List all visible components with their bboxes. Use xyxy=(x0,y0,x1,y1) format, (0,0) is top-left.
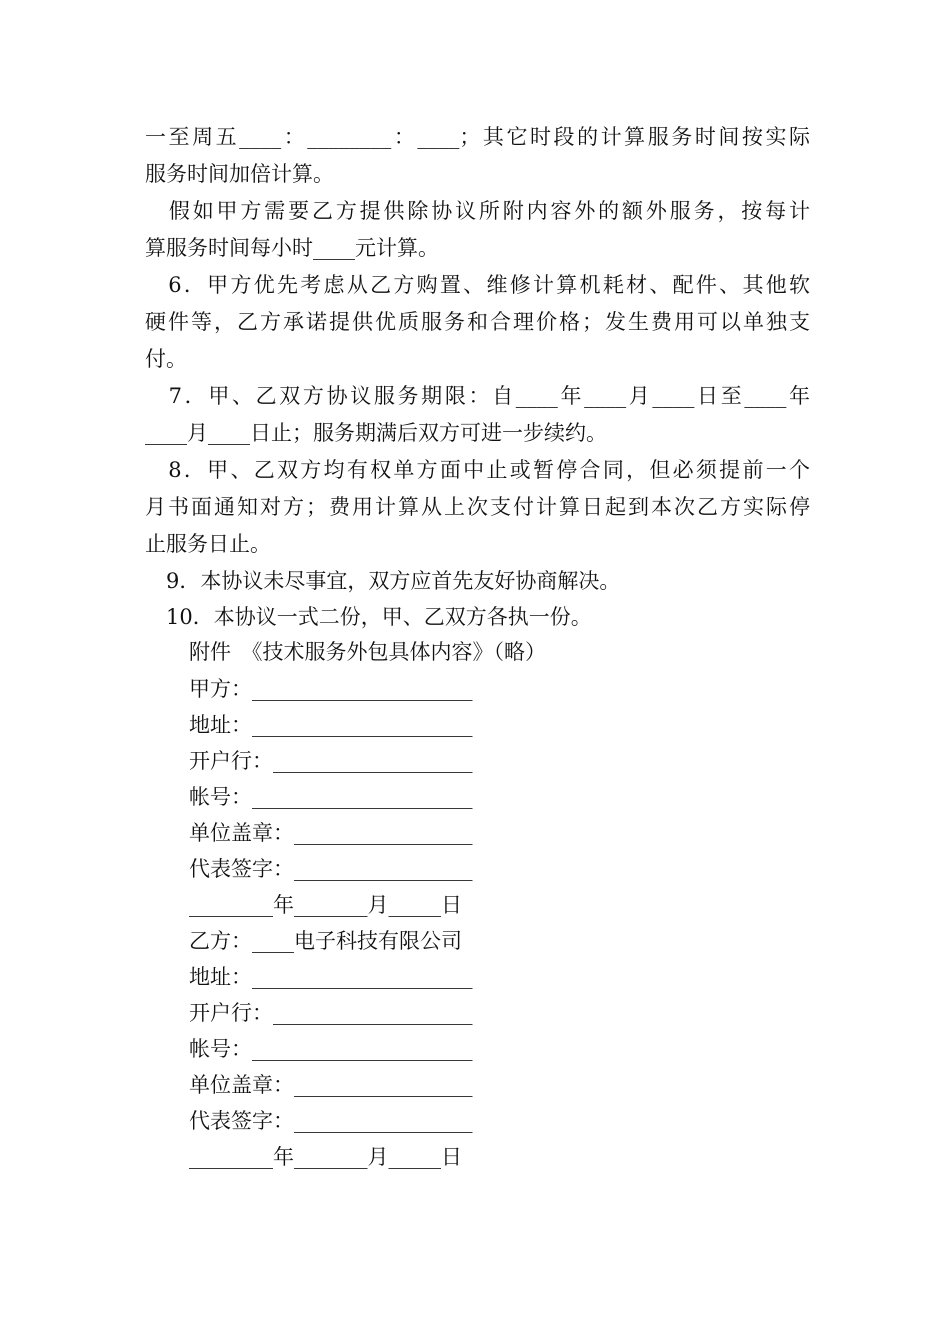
party-b-account-field: 帐号：_____________________ xyxy=(189,1037,473,1061)
party-b-seal-field: 单位盖章：_________________ xyxy=(189,1073,473,1097)
party-b-bank-field: 开户行：___________________ xyxy=(189,1001,473,1025)
party-a-address-field: 地址：_____________________ xyxy=(189,713,473,737)
clause-8-line-2: 月书面通知对方；费用计算从上次支付计算日起到本次乙方实际停 xyxy=(145,495,810,519)
party-a-bank-field: 开户行：___________________ xyxy=(189,749,473,773)
party-a-date-field: ________年_______月_____日 xyxy=(189,893,462,917)
paragraph-extra-service-line-2: 算服务时间每小时____元计算。 xyxy=(145,236,439,260)
party-b-address-field: 地址：_____________________ xyxy=(189,965,473,989)
paragraph-service-hours-line-2: 服务时间加倍计算。 xyxy=(145,162,334,186)
clause-10: 10．本协议一式二份，甲、乙双方各执一份。 xyxy=(145,605,592,629)
paragraph-extra-service-line-1: 假如甲方需要乙方提供除协议所附内容外的额外服务，按每计 xyxy=(145,199,810,223)
attachment-note: 附件 《技术服务外包具体内容》（略） xyxy=(189,640,546,664)
clause-6-line-2: 硬件等，乙方承诺提供优质服务和合理价格；发生费用可以单独支 xyxy=(145,310,810,334)
party-a-account-field: 帐号：_____________________ xyxy=(189,785,473,809)
party-b-date-field: ________年_______月_____日 xyxy=(189,1145,462,1169)
party-b-signature-field: 代表签字：_________________ xyxy=(189,1109,473,1133)
clause-6-line-3: 付。 xyxy=(145,347,187,371)
party-a-name-field: 甲方：_____________________ xyxy=(189,677,473,701)
party-a-signature-field: 代表签字：_________________ xyxy=(189,857,473,881)
clause-7-line-1: 7．甲、乙双方协议服务期限：自____年____月____日至____年 xyxy=(145,384,810,408)
clause-9: 9．本协议未尽事宜，双方应首先友好协商解决。 xyxy=(145,569,621,593)
paragraph-service-hours-line-1: 一至周五____：________：____；其它时段的计算服务时间按实际 xyxy=(145,125,810,149)
clause-6-line-1: 6．甲方优先考虑从乙方购置、维修计算机耗材、配件、其他软 xyxy=(145,273,810,297)
clause-8-line-1: 8．甲、乙双方均有权单方面中止或暂停合同，但必须提前一个 xyxy=(145,458,810,482)
party-b-name-field: 乙方：____电子科技有限公司 xyxy=(189,929,462,953)
clause-8-line-3: 止服务日止。 xyxy=(145,532,271,556)
party-a-seal-field: 单位盖章：_________________ xyxy=(189,821,473,845)
clause-7-line-2: ____月____日止；服务期满后双方可进一步续约。 xyxy=(145,421,607,445)
